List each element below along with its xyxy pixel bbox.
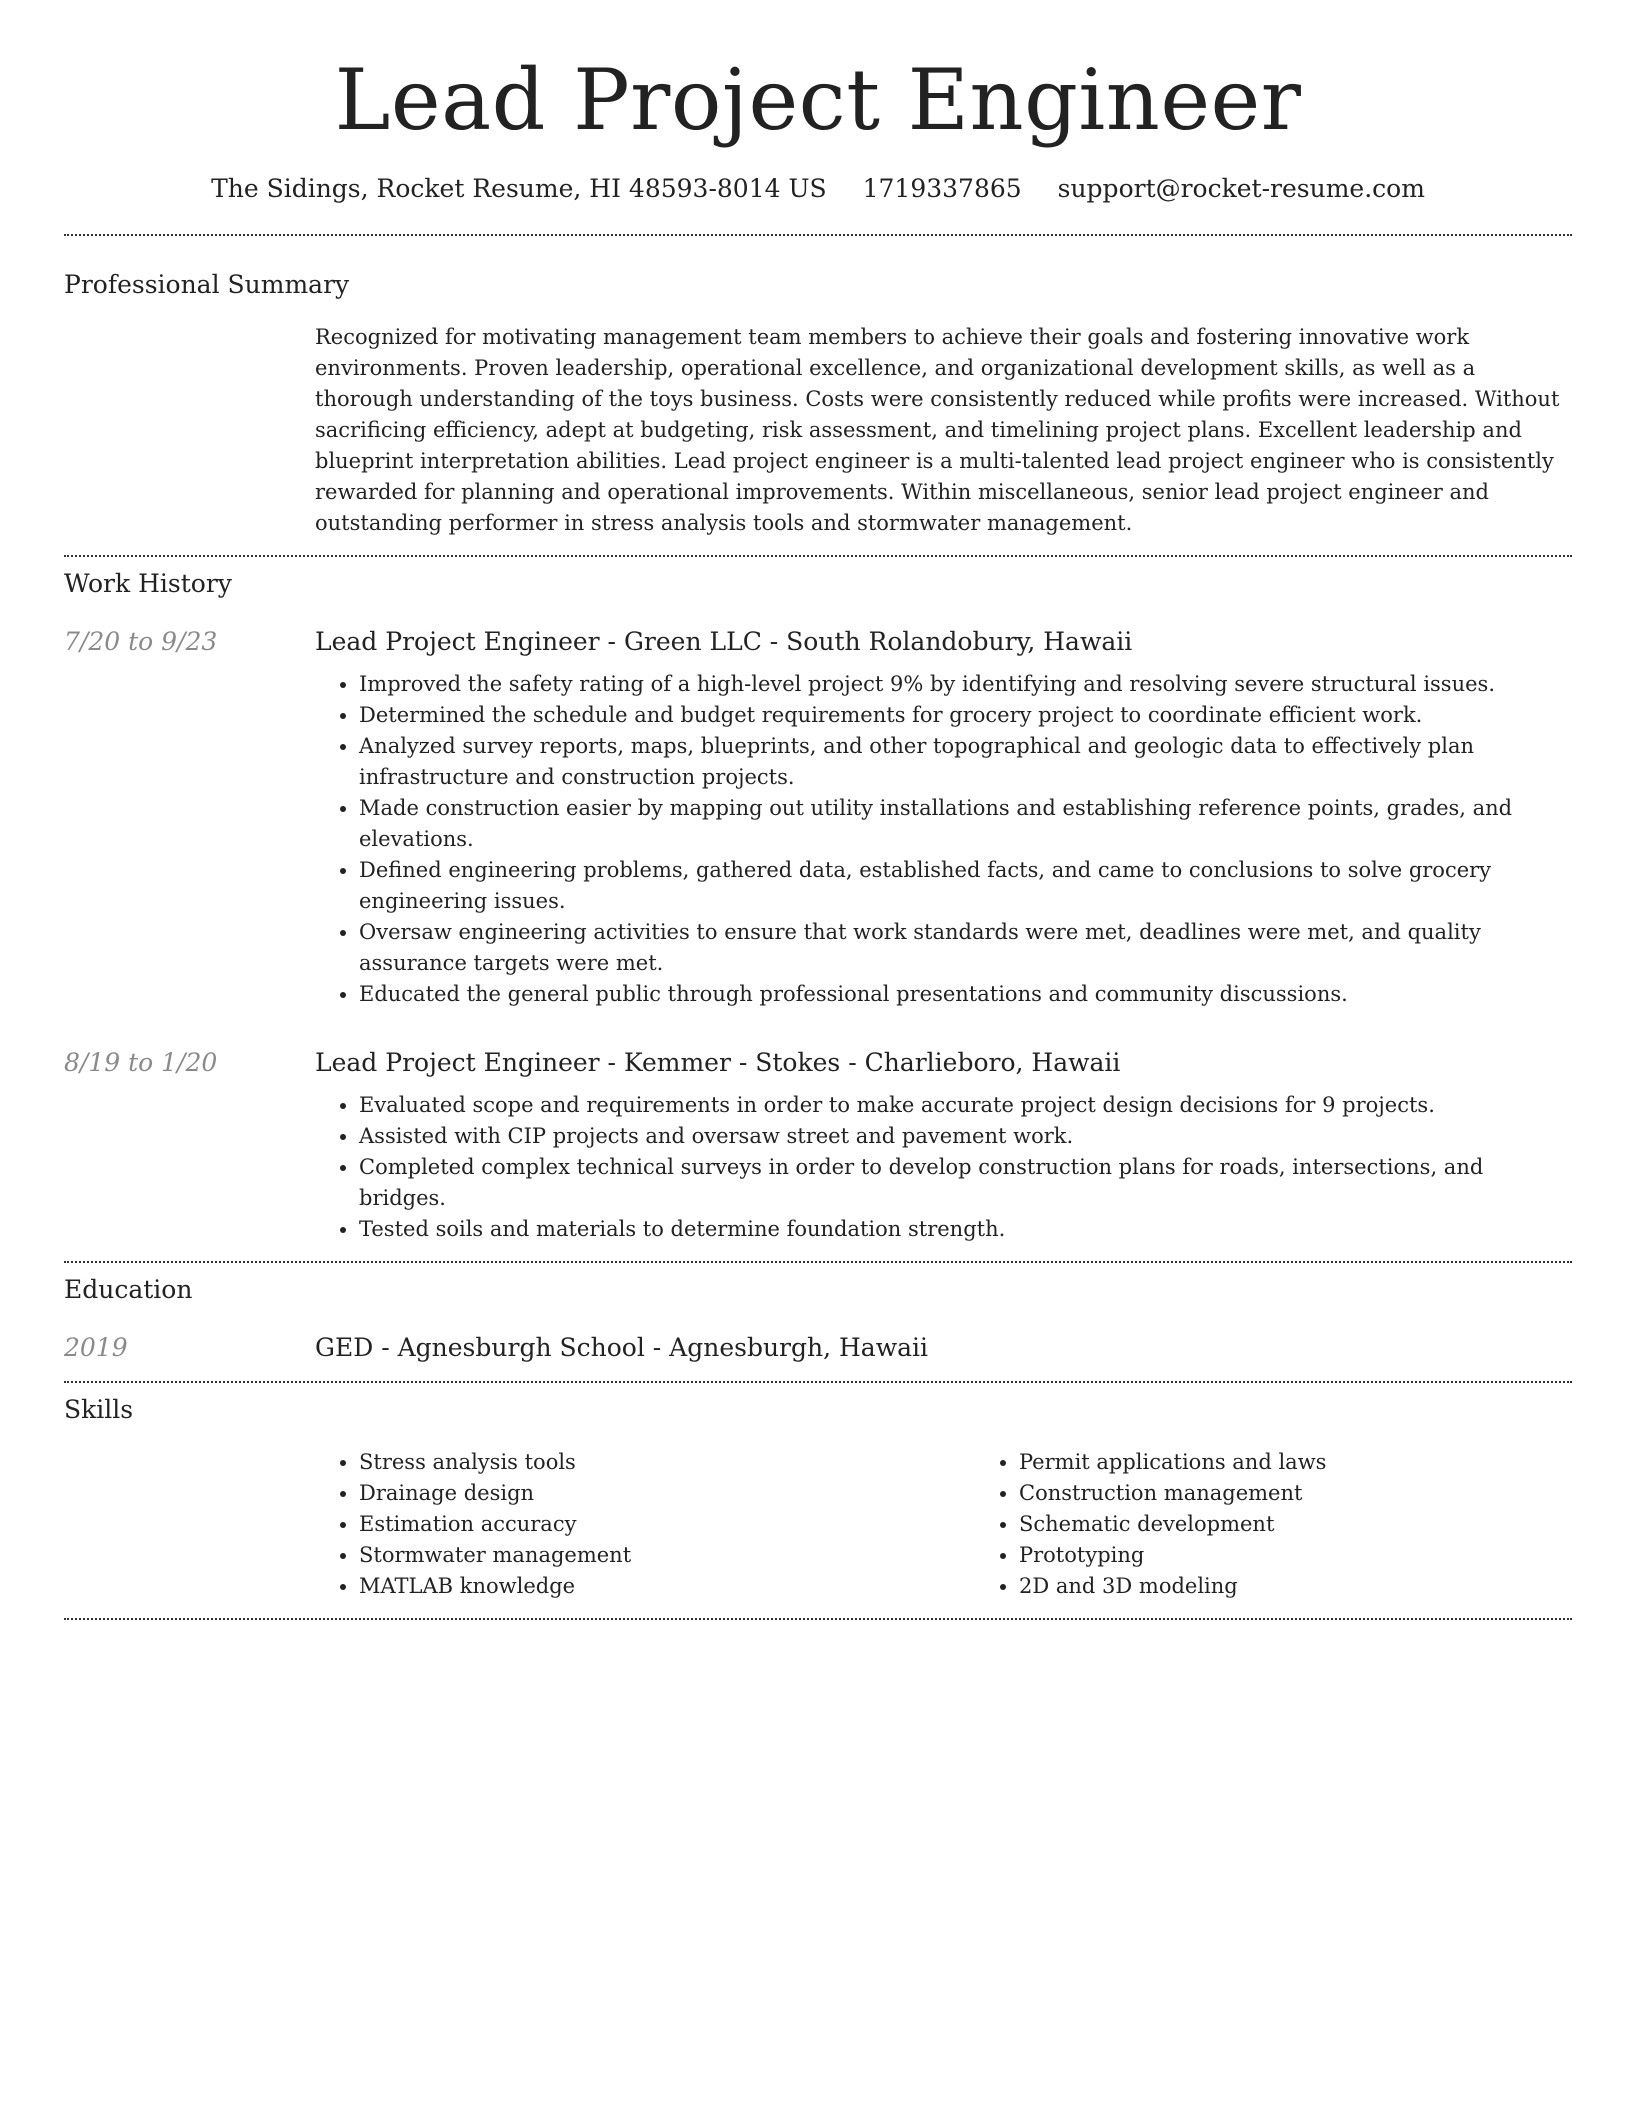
skills-section	[64, 1383, 1572, 1618]
list-item: • Analyzed survey reports, maps, blueprints, and other topographical and geologic data to effectively plan infrastructure and construction projects.	[359, 731, 1572, 793]
list-item: • Oversaw engineering activities to ensure that work standards were met, deadlines were met, and quality assurance targets were met.	[359, 917, 1572, 979]
list-item: • Determined the schedule and budget requirements for grocery project to coordinate efficient work.	[359, 700, 1572, 731]
job-title: Lead Project Engineer - Green LLC - South Rolandobury, Hawaii	[315, 627, 1133, 656]
job-dates: 7/20 to 9/23	[64, 627, 218, 656]
education-year: 2019	[64, 1333, 128, 1362]
resume-header	[64, 0, 1572, 206]
candidate-name: Lead Project Engineer	[334, 51, 1302, 149]
job-dates: 8/19 to 1/20	[64, 1048, 218, 1077]
contact-address: The Sidings, Rocket Resume, HI 48593-8014 US	[211, 174, 827, 203]
job-title: Lead Project Engineer - Kemmer - Stokes - Charlieboro, Hawaii	[315, 1048, 1121, 1077]
list-item: • Tested soils and materials to determine foundation strength.	[359, 1214, 1572, 1245]
summary-section	[64, 236, 1572, 555]
list-item: • Stormwater management	[359, 1540, 975, 1571]
list-item: • Stress analysis tools	[359, 1447, 975, 1478]
list-item: • Construction management	[1019, 1478, 1632, 1509]
skills-divider	[64, 1618, 1572, 1620]
list-item: • Evaluated scope and requirements in order to make accurate project design decisions for 9 projects.	[359, 1090, 1572, 1121]
list-item: • MATLAB knowledge	[359, 1571, 975, 1602]
list-item: • Defined engineering problems, gathered data, established facts, and came to conclusions to solve grocery engineering issues.	[359, 855, 1572, 917]
list-item: • Permit applications and laws	[1019, 1447, 1632, 1478]
contact-email: support@rocket-resume.com	[1057, 174, 1425, 203]
job-bullets	[315, 669, 1572, 1010]
contact-phone: 1719337865	[862, 174, 1022, 203]
skills-list-left	[315, 1447, 975, 1602]
education-section	[64, 1263, 1572, 1381]
list-item: • Educated the general public through professional presentations and community discussions.	[359, 979, 1572, 1010]
list-item: • Schematic development	[1019, 1509, 1632, 1540]
list-item: • Drainage design	[359, 1478, 975, 1509]
work-history-title: Work History	[64, 569, 232, 598]
job-entry	[64, 1046, 1572, 1245]
list-item: • Prototyping	[1019, 1540, 1632, 1571]
job-entry	[64, 625, 1572, 1010]
list-item: • 2D and 3D modeling	[1019, 1571, 1632, 1602]
list-item: • Made construction easier by mapping out utility installations and establishing reference points, grades, and elevations.	[359, 793, 1572, 855]
education-degree: GED - Agnesburgh School - Agnesburgh, Hawaii	[315, 1333, 929, 1362]
summary-title: Professional Summary	[64, 270, 350, 299]
list-item: • Completed complex technical surveys in order to develop construction plans for roads, intersections, and bridges.	[359, 1152, 1572, 1214]
list-item: • Improved the safety rating of a high-level project 9% by identifying and resolving severe structural issues.	[359, 669, 1572, 700]
skills-title: Skills	[64, 1395, 134, 1424]
summary-text: Recognized for motivating management team members to achieve their goals and fostering innovative work environments. Proven leadership, operational excellence, and organizational development skills, as well as a thorough understanding of the toys business. Costs were consistently reduced while profits were increased. Without sacrificing efficiency, adept at budgeting, risk assessment, and timelining project plans. Excellent leadership and blueprint interpretation abilities. Lead project engineer is a multi-talented lead project engineer who is consistently rewarded for planning and operational improvements. Within miscellaneous, senior lead project engineer and outstanding performer in stress analysis tools and stormwater management.	[315, 325, 1560, 535]
contact-line	[64, 172, 1572, 206]
list-item: • Estimation accuracy	[359, 1509, 975, 1540]
skills-grid	[315, 1447, 1632, 1602]
job-bullets	[315, 1090, 1572, 1245]
resume-page	[64, 0, 1572, 1620]
list-item: • Assisted with CIP projects and oversaw street and pavement work.	[359, 1121, 1572, 1152]
work-history-section	[64, 557, 1572, 1261]
education-title: Education	[64, 1275, 193, 1304]
skills-list-right	[975, 1447, 1632, 1602]
education-entry	[64, 1331, 1572, 1365]
